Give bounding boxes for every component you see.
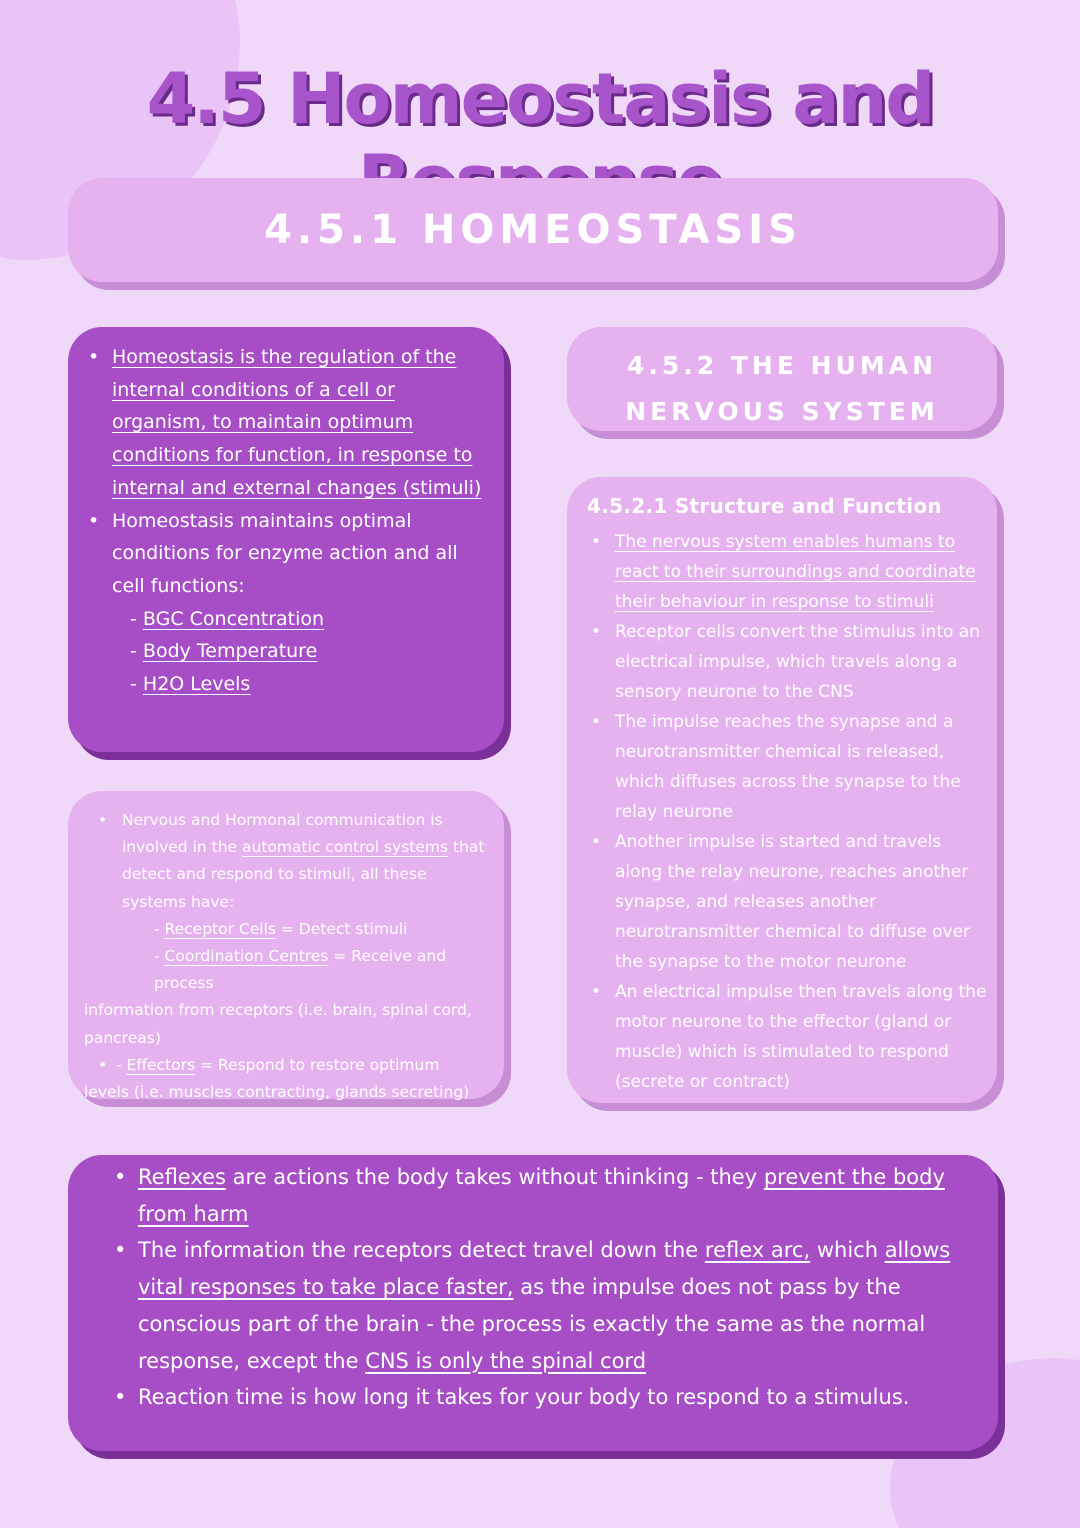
list-item xyxy=(84,505,484,701)
list-item: • An electrical impulse then travels along the motor neurone to the effector (gland or muscle) which is stimulated to respond (secrete or contract) xyxy=(587,977,987,1097)
section-banner-homeostasis xyxy=(68,178,998,282)
list-item: • The information the receptors detect travel down the reflex arc, which allows vital responses to take place faster, as the impulse does not pass by the conscious part of the brain - the process is exactly the same as the normal response, except the CNS is only the spinal cord xyxy=(110,1232,960,1379)
sub-item: - Body Temperature xyxy=(112,635,484,668)
list-text: information from receptors (i.e. brain, spinal cord, pancreas) xyxy=(84,1001,472,1047)
section-heading xyxy=(567,343,997,435)
list-item: • Receptor cells convert the stimulus into an electrical impulse, which travels along a sensory neurone to the CNS xyxy=(587,617,987,707)
key-term: reflex arc, xyxy=(704,1238,811,1263)
sub-item: - Coordination Centres = Receive and process xyxy=(122,943,494,997)
list-item: • The nervous system enables humans to react to their surroundings and coordinate their behaviour in response to stimuli xyxy=(587,527,987,617)
structure-function-card xyxy=(567,477,997,1103)
list-item: • Reflexes are actions the body takes without thinking - they prevent the body from harm xyxy=(110,1159,960,1232)
key-term: automatic control systems xyxy=(242,838,449,857)
heading-line: 4.5.2 THE HUMAN xyxy=(626,351,937,380)
control-systems-card xyxy=(68,791,504,1102)
card-heading: 4.5.2.1 Structure and Function xyxy=(587,494,942,518)
homeostasis-definition-card xyxy=(68,327,504,752)
list-text: levels (i.e. muscles contracting, glands secreting) xyxy=(84,1083,470,1102)
list-item: • The impulse reaches the synapse and a neurotransmitter chemical is released, which diffuses across the synapse to the relay neurone xyxy=(587,707,987,827)
key-term: prevent the body from harm xyxy=(138,1165,945,1226)
heading-line: NERVOUS SYSTEM xyxy=(625,397,939,426)
sub-item: - Receptor Cells = Detect stimuli xyxy=(122,916,494,943)
list-text: Homeostasis maintains optimal conditions for enzyme action and all cell functions: xyxy=(112,509,458,597)
key-term: CNS is only the spinal cord xyxy=(365,1348,647,1373)
sub-item: - BGC Concentration xyxy=(112,603,484,636)
sub-item: - H2O Levels xyxy=(112,668,484,701)
key-term: allows vital responses to take place faster, xyxy=(138,1238,951,1300)
list-item xyxy=(84,1052,494,1079)
list-item: • Reaction time is how long it takes for your body to respond to a stimulus. xyxy=(110,1379,960,1416)
list-item: • Nervous and Hormonal communication is involved in the automatic control systems that detect and respond to stimuli, all these systems have: - Receptor Cells = Detect stimuli - Coordination Centres = Receive and process xyxy=(84,807,494,997)
sub-item: - • Effectors = Respond to restore optimum xyxy=(84,1052,494,1079)
list-item: • Another impulse is started and travels along the relay neurone, reaches another synapse, and releases another neurotransmitter chemical to diffuse over the synapse to the motor neurone xyxy=(587,827,987,977)
section-banner-nervous-system xyxy=(567,327,997,431)
definition-text: Homeostasis is the regulation of the internal conditions of a cell or organism, to maintain optimum conditions for function, in response to internal and external changes (stimuli) xyxy=(112,346,482,499)
page-title: 4.5 Homeostasis and xyxy=(146,58,934,140)
list-item xyxy=(84,341,484,505)
section-heading: 4.5.1 HOMEOSTASIS xyxy=(264,207,802,253)
key-term: Reflexes xyxy=(138,1165,226,1189)
reflexes-card xyxy=(68,1155,998,1451)
